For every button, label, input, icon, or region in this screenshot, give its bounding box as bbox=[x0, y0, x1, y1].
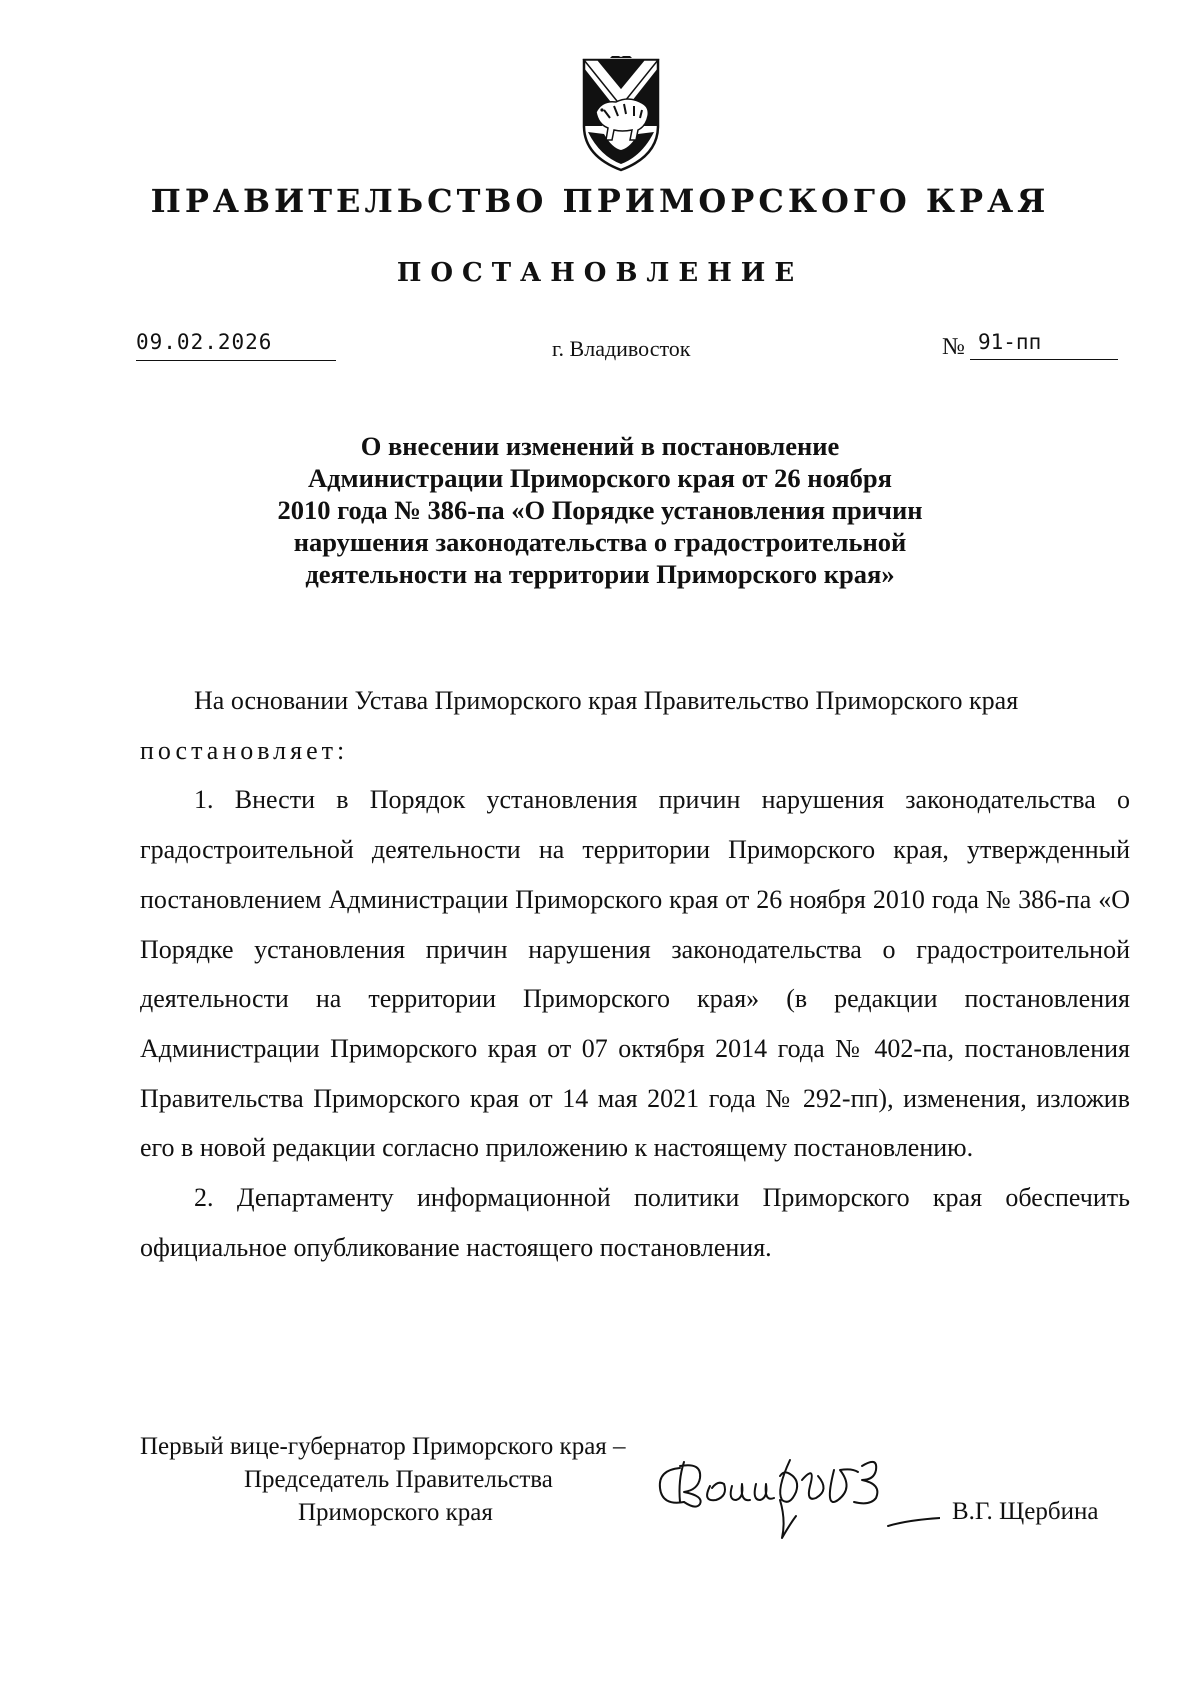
document-city: г. Владивосток bbox=[552, 336, 691, 361]
subject-line: нарушения законодательства о градостроительной bbox=[293, 527, 907, 557]
number-label: № bbox=[942, 334, 965, 360]
document-type: ПОСТАНОВЛЕНИЕ bbox=[396, 258, 804, 288]
subject-line: О внесении изменений в постановление bbox=[360, 431, 840, 461]
document-date: 09.02.2026 bbox=[136, 330, 336, 361]
government-title: ПРАВИТЕЛЬСТВО ПРИМОРСКОГО КРАЯ bbox=[150, 182, 1050, 220]
item-1-paragraph: 1. Внести в Порядок установления причин нарушения законодательства о градостроительной деятельности на территории Приморского края, утвержденный постановлением Администрации Приморского края от 26 ноября 2010 года № 386-па «О Порядке установления причин нарушения законодательства о градостроительной деятельности на территории Приморского края» (в редакции постановления Администрации Приморского края от 07 октября 2014 года № 402-па, постановления Правительства Приморского края от 14 мая 2021 года № 292-пп), изменения, изложив его в новой редакции согласно приложению к настоящему постановлению. bbox=[140, 785, 1130, 1163]
coat-of-arms-icon bbox=[580, 56, 662, 174]
position-line: Первый вице-губернатор Приморского края – bbox=[140, 1433, 626, 1460]
subject-line: Администрации Приморского края от 26 ноября bbox=[308, 463, 892, 493]
position-line: Председатель Правительства bbox=[244, 1466, 553, 1493]
item-2-paragraph: 2. Департаменту информационной политики Приморского края обеспечить официальное опубликование настоящего постановления. bbox=[140, 1183, 1130, 1262]
document-number: 91-пп bbox=[970, 330, 1118, 360]
position-line: Приморского края bbox=[298, 1499, 493, 1526]
signer-name: В.Г. Щербина bbox=[952, 1498, 1099, 1525]
resolves-word: постановляет: bbox=[140, 735, 349, 765]
subject-line: деятельности на территории Приморского края» bbox=[305, 559, 895, 589]
preamble-paragraph: На основании Устава Приморского края Правительство Приморского края bbox=[194, 686, 1019, 715]
handwritten-signature bbox=[640, 1440, 940, 1550]
subject-line: 2010 года № 386-па «О Порядке установления причин bbox=[277, 495, 923, 525]
document-subject bbox=[200, 430, 1000, 590]
document-body bbox=[140, 676, 1130, 1272]
